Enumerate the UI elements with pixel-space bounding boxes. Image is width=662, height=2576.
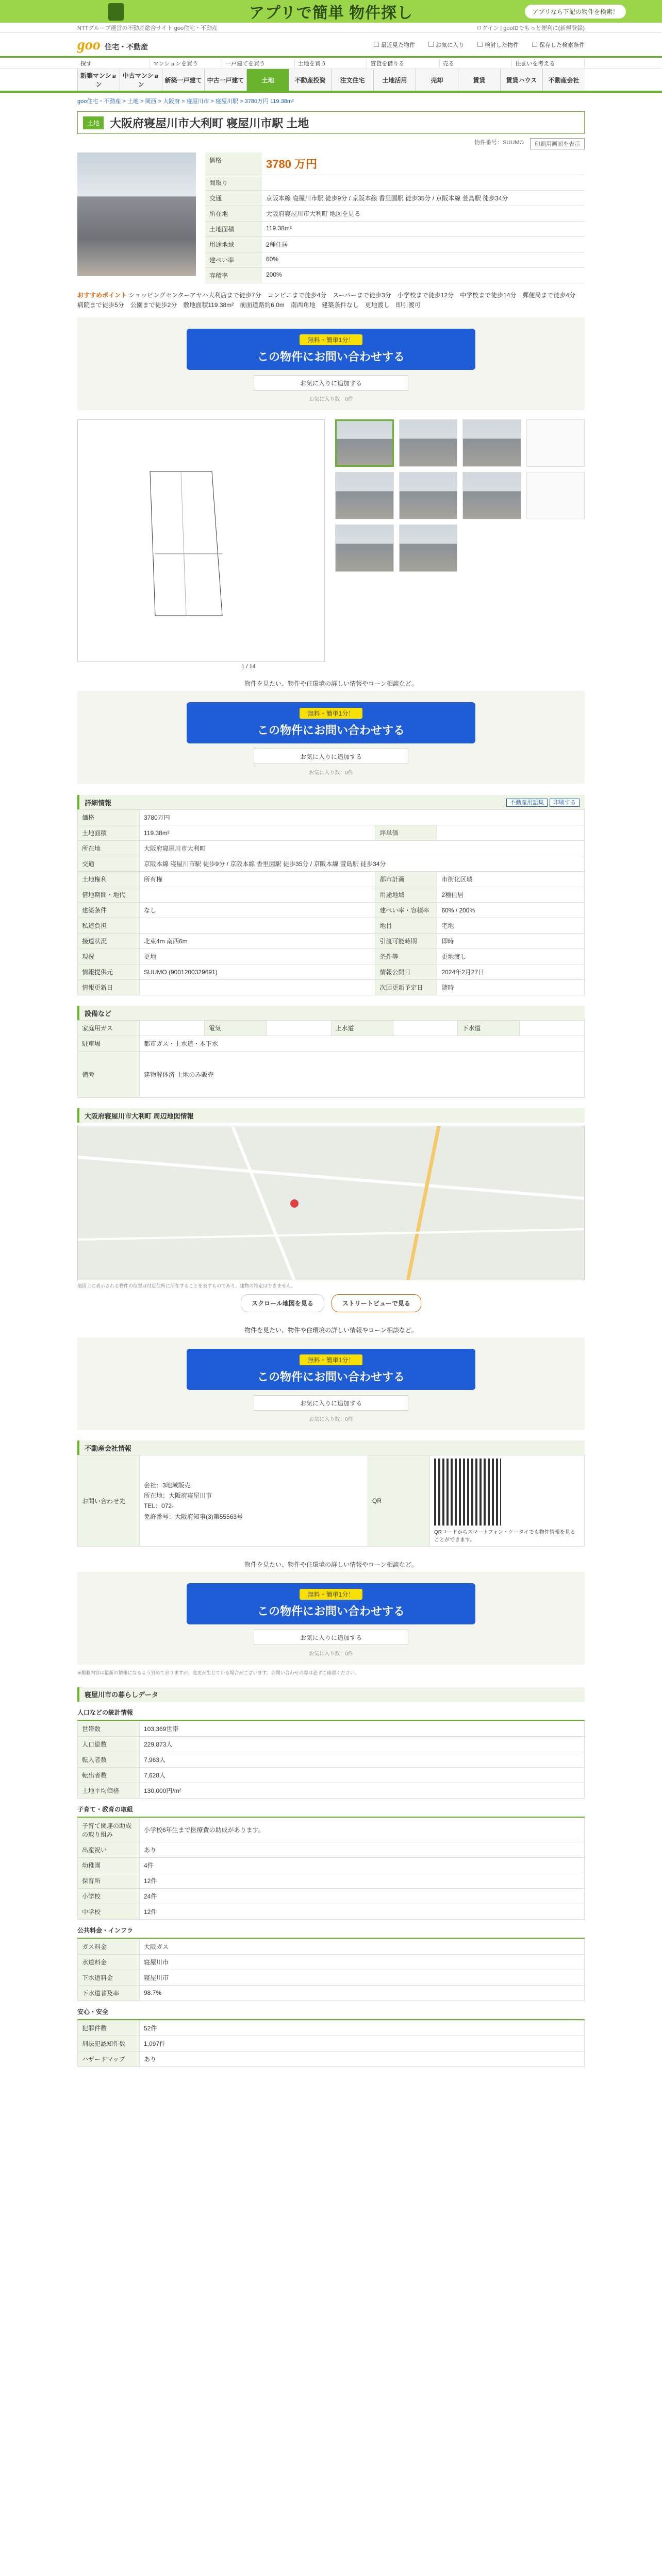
header-link-saved-search[interactable]: 保存した検索条件 [532, 41, 585, 49]
detail-key: 土地権利 [78, 872, 140, 887]
kids-key: 子育て関連の助成の取り組み [78, 1818, 140, 1842]
table-row [78, 872, 585, 887]
company-name: 会社：3地域販売 [144, 1481, 191, 1489]
cta-box-3 [77, 1337, 585, 1430]
recommend-text: ショッピングセンターアヤハ大利店まで徒歩7分 コンビニまで徒歩4分 スーパーまで徒歩3分 小学校まで徒歩12分 中学校まで徒歩14分 郵便局まで徒歩4分 病院まで徒歩5分 公園まで徒歩2分 敷地面積119.38m² 前面道路約6.0m 南西角地 建築条件なし 更地渡し 即引渡可 [77, 292, 582, 309]
table-row [78, 934, 585, 949]
summary-value[interactable]: 京阪本線 寝屋川市駅 徒歩9分 / 京阪本線 香里園駅 徒歩35分 / 京阪本線 萱島駅 徒歩34分 [262, 191, 585, 206]
table-row [78, 949, 585, 964]
detail-key: 価格 [78, 810, 140, 825]
section-heading [77, 1687, 585, 1702]
kids-value: 12件 [140, 1873, 585, 1888]
equip-key: 上水道 [331, 1021, 393, 1036]
subnav-item[interactable]: マンションを買う [150, 59, 223, 67]
service-name: 住宅・不動産 [105, 42, 148, 51]
summary-value: 60% [262, 252, 585, 268]
subnav-item[interactable]: 土地を買う [295, 59, 368, 67]
infra-subheading: 公共料金・インフラ [77, 1923, 585, 1939]
area-value: 7,963人 [140, 1752, 585, 1767]
title-meta [77, 138, 585, 149]
inquiry-label: この物件にお問い合わせする [257, 1605, 405, 1618]
summary-key: 建ぺい率 [205, 252, 262, 268]
table-row [78, 2020, 585, 2036]
company-key: QR [368, 1455, 430, 1547]
tab[interactable]: 不動産投資 [289, 69, 331, 91]
area-key: 世帯数 [78, 1721, 140, 1736]
inquiry-note: 無料・簡単1分！ [300, 334, 363, 345]
table-row [78, 825, 585, 841]
table-row [78, 1842, 585, 1857]
equip-value [520, 1021, 585, 1036]
table-row [78, 918, 585, 934]
summary-key: 土地面積 [205, 222, 262, 237]
equip-value [140, 1021, 205, 1036]
misc-value: 都市ガス・上水道・本下水 [140, 1036, 585, 1052]
cta-box-1 [77, 317, 585, 410]
detail-value: 市街化区域 [437, 872, 585, 887]
thumbnail[interactable] [335, 419, 394, 467]
table-row [78, 1954, 585, 1970]
thumbnail[interactable] [335, 472, 394, 519]
glossary-button[interactable]: 不動産用語集 [506, 799, 548, 807]
thumbnail[interactable] [399, 524, 458, 572]
kids-key: 保育所 [78, 1873, 140, 1888]
summary-value: 200% [262, 268, 585, 283]
detail-value: SUUMO (9001200329691) [140, 964, 375, 980]
safety-key: 刑法犯認知件数 [78, 2036, 140, 2051]
detail-value: なし [140, 903, 375, 918]
misc-value: 建物解体済 土地のみ販売 [140, 1052, 585, 1098]
kids-value: あり [140, 1842, 585, 1857]
logo-text: goo [77, 36, 101, 53]
land-plan-drawing [119, 451, 274, 636]
subnav-item[interactable]: 賃貸を借りる [367, 59, 440, 67]
company-license: 免許番号：大阪府知事(3)第55563号 [144, 1513, 243, 1520]
area-value: 229,873人 [140, 1736, 585, 1752]
favorite-count: お気に入り数：0件 [309, 1651, 353, 1657]
tab[interactable]: 売却 [416, 69, 458, 91]
property-photo[interactable] [77, 152, 196, 276]
detail-key: 建築条件 [78, 903, 140, 918]
detail-value: 所有権 [140, 872, 375, 887]
safety-value: 1,097件 [140, 2036, 585, 2051]
tab[interactable]: 土地活用 [373, 69, 416, 91]
safety-table [77, 2020, 585, 2067]
table-row [78, 1873, 585, 1888]
detail-value [140, 980, 375, 995]
table-row [78, 1783, 585, 1798]
favorite-button[interactable]: お気に入りに追加する [254, 1630, 408, 1645]
detail-table [77, 809, 585, 995]
summary-key: 交通 [205, 191, 262, 206]
detail-value [140, 887, 375, 903]
category-tabs [0, 69, 662, 93]
area-map[interactable] [77, 1126, 585, 1280]
price-value: 3780 万円 [262, 152, 585, 175]
kids-value: 24件 [140, 1888, 585, 1904]
photo-gallery [77, 419, 585, 662]
safety-key: 犯罪件数 [78, 2020, 140, 2036]
phone-icon [108, 3, 124, 21]
area-key: 人口総数 [78, 1736, 140, 1752]
safety-key: ハザードマップ [78, 2051, 140, 2066]
area-heading: 寝屋川市の暮らしデータ [85, 1691, 159, 1699]
section-heading [77, 795, 585, 809]
kids-value: 小学校6年生まで医療費の助成があります。 [140, 1818, 585, 1842]
infra-value: 98.7% [140, 1985, 585, 2001]
detail-value: 北東4m 南西6m [140, 934, 375, 949]
inquiry-label: この物件にお問い合わせする [257, 724, 405, 737]
qr-code [434, 1459, 501, 1526]
detail-value [140, 918, 375, 934]
thumbnail[interactable] [526, 472, 585, 519]
favorite-count: お気に入り数：0件 [309, 397, 353, 403]
tab[interactable]: 不動産会社 [542, 69, 585, 91]
inquiry-label: この物件にお問い合わせする [257, 350, 405, 364]
site-description: NTTグループ運営の不動産総合サイト goo住宅・不動産 [77, 25, 218, 31]
app-banner[interactable] [0, 0, 662, 23]
misc-key: 駐車場 [78, 1036, 140, 1052]
table-row [78, 903, 585, 918]
company-key: お問い合わせ先 [78, 1455, 140, 1547]
login-link[interactable]: ログイン | gooIDでもっと便利に(新規登録) [476, 25, 585, 31]
table-row [78, 964, 585, 980]
table-row [78, 1985, 585, 2001]
thumbnail[interactable] [399, 472, 458, 519]
infra-key: 下水道普及率 [78, 1985, 140, 2001]
favorite-count: お気に入り数：0件 [309, 1417, 353, 1423]
table-row [78, 1767, 585, 1783]
detail-key: 情報更新日 [78, 980, 140, 995]
thumbnail[interactable] [462, 472, 521, 519]
table-row [78, 2051, 585, 2066]
detail-key: 坪単価 [375, 825, 437, 841]
detail-key: 現況 [78, 949, 140, 964]
favorite-count: お気に入り数：0件 [309, 770, 353, 776]
map-heading: 大阪府寝屋川市大利町 周辺地図情報 [85, 1112, 194, 1120]
detail-value: 2種住居 [437, 887, 585, 903]
detail-value: 京阪本線 寝屋川市駅 徒歩9分 / 京阪本線 香里園駅 徒歩35分 / 京阪本線 萱島駅 徒歩34分 [140, 856, 585, 872]
kids-key: 小学校 [78, 1888, 140, 1904]
inquiry-button[interactable] [187, 1583, 475, 1624]
detail-section [77, 795, 585, 995]
summary-key: 間取り [205, 175, 262, 191]
site-header [0, 33, 662, 58]
detail-key: 引渡可能時期 [375, 934, 437, 949]
print-button[interactable]: 印刷用画面を表示 [530, 138, 585, 149]
header-link-considered[interactable]: 検討した物件 [477, 41, 519, 49]
tab[interactable]: 新築マンション [77, 69, 120, 91]
equip-value [393, 1021, 458, 1036]
cta-lead: 物件を見たい、物件や住環境の詳しい情報やローン相談など。 [244, 1327, 418, 1334]
gallery-counter: 1 / 14 [241, 664, 256, 670]
equip-key: 下水道 [458, 1021, 520, 1036]
inquiry-note: 無料・簡単1分！ [300, 1589, 363, 1600]
inquiry-button[interactable] [187, 329, 475, 370]
detail-key: 私道負担 [78, 918, 140, 934]
map-buttons [77, 1294, 585, 1312]
detail-value: 3780万円 [140, 810, 585, 825]
summary-value: 2種住居 [262, 237, 585, 252]
company-info [140, 1455, 368, 1547]
tab-active[interactable]: 土地 [246, 69, 289, 91]
company-tel: TEL：072- [144, 1502, 174, 1510]
thumbnail-panel [335, 419, 585, 662]
detail-value: 随時 [437, 980, 585, 995]
infra-key: 下水道料金 [78, 1970, 140, 1985]
equip-key: 電気 [204, 1021, 266, 1036]
subnav-item[interactable]: 売る [440, 59, 512, 67]
detail-value: 60% / 200% [437, 903, 585, 918]
summary-key: 価格 [205, 152, 262, 175]
property-title [77, 111, 585, 134]
area-subheading: 人口などの統計情報 [77, 1705, 585, 1721]
inquiry-label: この物件にお問い合わせする [257, 1370, 405, 1384]
summary-value [262, 175, 585, 191]
inquiry-button[interactable] [187, 1349, 475, 1390]
tab[interactable]: 注文住宅 [331, 69, 373, 91]
tab[interactable]: 中古一戸建て [204, 69, 246, 91]
inquiry-note: 無料・簡単1分！ [300, 708, 363, 719]
detail-key: 地目 [375, 918, 437, 934]
detail-key: 交通 [78, 856, 140, 872]
summary-value[interactable]: 大阪府寝屋川市大利町 地図を見る [262, 206, 585, 222]
safety-value: あり [140, 2051, 585, 2066]
detail-value: 大阪府寝屋川市大利町 [140, 841, 585, 856]
thumbnail[interactable] [526, 419, 585, 467]
top-line [0, 23, 662, 33]
section-heading [77, 1440, 585, 1455]
app-banner-button[interactable]: アプリなら下記の物件を検索！ [525, 5, 626, 19]
area-data-section [77, 1687, 585, 2067]
detail-value [437, 825, 585, 841]
equip-key: 家庭用ガス [78, 1021, 140, 1036]
map-note: 地図上に表示される物件の位置は付近住所に所在することを表すものであり、建物の特定はできません。 [77, 1283, 296, 1289]
kids-key: 幼稚園 [78, 1857, 140, 1873]
subnav-item[interactable]: 一戸建てを買う [222, 59, 295, 67]
detail-key: 条件等 [375, 949, 437, 964]
app-banner-title: アプリで簡単 物件探し [249, 5, 413, 22]
infra-key: 水道料金 [78, 1954, 140, 1970]
summary-key: 所在地 [205, 206, 262, 222]
summary-key: 容積率 [205, 268, 262, 283]
thumbnail-grid [335, 419, 585, 572]
company-heading: 不動産会社情報 [85, 1444, 132, 1452]
qr-note: QRコードからスマートフォン・ケータイでも物件情報を見ることができます。 [434, 1530, 575, 1544]
thumbnail[interactable] [335, 524, 394, 572]
favorite-button[interactable]: お気に入りに追加する [254, 749, 408, 764]
table-row [78, 980, 585, 995]
header-link-recent[interactable]: 最近見た物件 [374, 41, 415, 49]
detail-value: 即時 [437, 934, 585, 949]
street-view-button[interactable]: ストリートビューで見る [332, 1294, 421, 1312]
detail-key: 都市計画 [375, 872, 437, 887]
map-section [77, 1108, 585, 1312]
cta-lead: 物件を見たい、物件や住環境の詳しい情報やローン相談など。 [244, 680, 418, 688]
table-row [78, 1818, 585, 1842]
subnav-item[interactable]: 探す [77, 59, 150, 67]
table-row [78, 856, 585, 872]
summary-table [205, 152, 585, 283]
summary-key: 用途地域 [205, 237, 262, 252]
equipment-table [77, 1020, 585, 1098]
equip-value [266, 1021, 331, 1036]
detail-key: 所在地 [78, 841, 140, 856]
cta-lead: 物件を見たい、物件や住環境の詳しい情報やローン相談など。 [244, 1561, 418, 1569]
header-link-favorite[interactable]: お気に入り [428, 41, 464, 49]
infra-table [77, 1939, 585, 2001]
area-key: 転入者数 [78, 1752, 140, 1767]
summary-value: 119.38m² [262, 222, 585, 237]
kids-key: 出産祝い [78, 1842, 140, 1857]
detail-value: 2024年2月27日 [437, 964, 585, 980]
area-value: 7,628人 [140, 1767, 585, 1783]
company-section [77, 1440, 585, 1547]
detail-key: 情報提供元 [78, 964, 140, 980]
recommend-label: おすすめポイント [77, 292, 127, 299]
detail-key: 情報公開日 [375, 964, 437, 980]
table-row [78, 2036, 585, 2051]
kids-key: 中学校 [78, 1904, 140, 1919]
table-row [78, 1939, 585, 1954]
kids-value: 12件 [140, 1904, 585, 1919]
section-heading [77, 1006, 585, 1020]
inquiry-note: 無料・簡単1分！ [300, 1354, 363, 1365]
table-row [78, 1888, 585, 1904]
tab[interactable]: 新築一戸建て [162, 69, 204, 91]
tab[interactable]: 賃貸ハウス [500, 69, 542, 91]
infra-value: 寝屋川市 [140, 1954, 585, 1970]
infra-value: 大阪ガス [140, 1939, 585, 1954]
table-row [78, 810, 585, 825]
company-table [77, 1455, 585, 1547]
misc-key: 備考 [78, 1052, 140, 1098]
table-row [78, 1736, 585, 1752]
header-links [374, 41, 585, 49]
detail-value: 更地 [140, 949, 375, 964]
detail-key: 土地面積 [78, 825, 140, 841]
area-stats-table [77, 1721, 585, 1799]
qr-cell [430, 1455, 585, 1547]
detail-key: 次回更新予定日 [375, 980, 437, 995]
map-roads [78, 1126, 584, 1280]
detail-value: 更地渡し [437, 949, 585, 964]
print-detail-button[interactable]: 印刷する [550, 799, 580, 807]
favorite-button[interactable]: お気に入りに追加する [254, 1395, 408, 1411]
safety-subheading: 安心・安全 [77, 2004, 585, 2020]
tab[interactable]: 賃貸 [458, 69, 500, 91]
cta-box-2 [77, 691, 585, 784]
detail-value: 宅地 [437, 918, 585, 934]
property-id: 物件番号：SUUMO [474, 140, 524, 146]
goo-logo[interactable] [77, 36, 148, 54]
area-key: 土地平均価格 [78, 1783, 140, 1798]
category-tag: 土地 [83, 116, 104, 129]
inquiry-button[interactable] [187, 702, 475, 743]
table-row [78, 1970, 585, 1985]
safety-value: 52件 [140, 2020, 585, 2036]
detail-value: 119.38m² [140, 825, 375, 841]
equipment-section [77, 1006, 585, 1098]
area-value: 130,000円/m² [140, 1783, 585, 1798]
kids-value: 4件 [140, 1857, 585, 1873]
detail-key: 建ぺい率・容積率 [375, 903, 437, 918]
table-row [78, 887, 585, 903]
detail-key: 用途地域 [375, 887, 437, 903]
kids-table [77, 1818, 585, 1920]
infra-key: ガス料金 [78, 1939, 140, 1954]
tab[interactable]: 中古マンション [120, 69, 162, 91]
thumbnail[interactable] [399, 419, 458, 467]
company-address: 所在地：大阪府寝屋川市 [144, 1492, 212, 1499]
kids-subheading: 子育て・教育の取組 [77, 1802, 585, 1818]
cta-box-4 [77, 1572, 585, 1665]
detail-heading: 詳細情報 [85, 799, 112, 807]
table-row [78, 1857, 585, 1873]
recommend-points [77, 291, 585, 310]
area-value: 103,369世帯 [140, 1721, 585, 1736]
table-row [78, 1721, 585, 1736]
section-heading [77, 1108, 585, 1123]
infra-value: 寝屋川市 [140, 1970, 585, 1985]
subnav-item[interactable]: 住まいを考える [512, 59, 585, 67]
table-row [78, 1752, 585, 1767]
detail-key: 借地期間・地代 [78, 887, 140, 903]
detail-key: 接道状況 [78, 934, 140, 949]
breadcrumb[interactable]: goo住宅・不動産 > 土地 > 関西 > 大阪府 > 寝屋川市 > 寝屋川駅 > 3780万円 119.38m² [77, 98, 294, 105]
favorite-button[interactable]: お気に入りに追加する [254, 375, 408, 391]
scroll-map-button[interactable]: スクロール地図を見る [241, 1294, 324, 1312]
page-title: 大阪府寝屋川市大利町 寝屋川市駅 土地 [110, 116, 309, 130]
area-key: 転出者数 [78, 1767, 140, 1783]
main-image[interactable] [77, 419, 325, 662]
sub-nav [0, 58, 662, 69]
table-row [78, 1904, 585, 1919]
equipment-heading: 設備など [85, 1009, 112, 1018]
disclaimer: ※掲載内容は最新の情報になるよう努めておりますが、変更が生じている場合がございます。お問い合わせの際は必ずご確認ください。 [77, 1670, 359, 1676]
property-summary [77, 152, 585, 283]
thumbnail[interactable] [462, 419, 521, 467]
table-row [78, 841, 585, 856]
